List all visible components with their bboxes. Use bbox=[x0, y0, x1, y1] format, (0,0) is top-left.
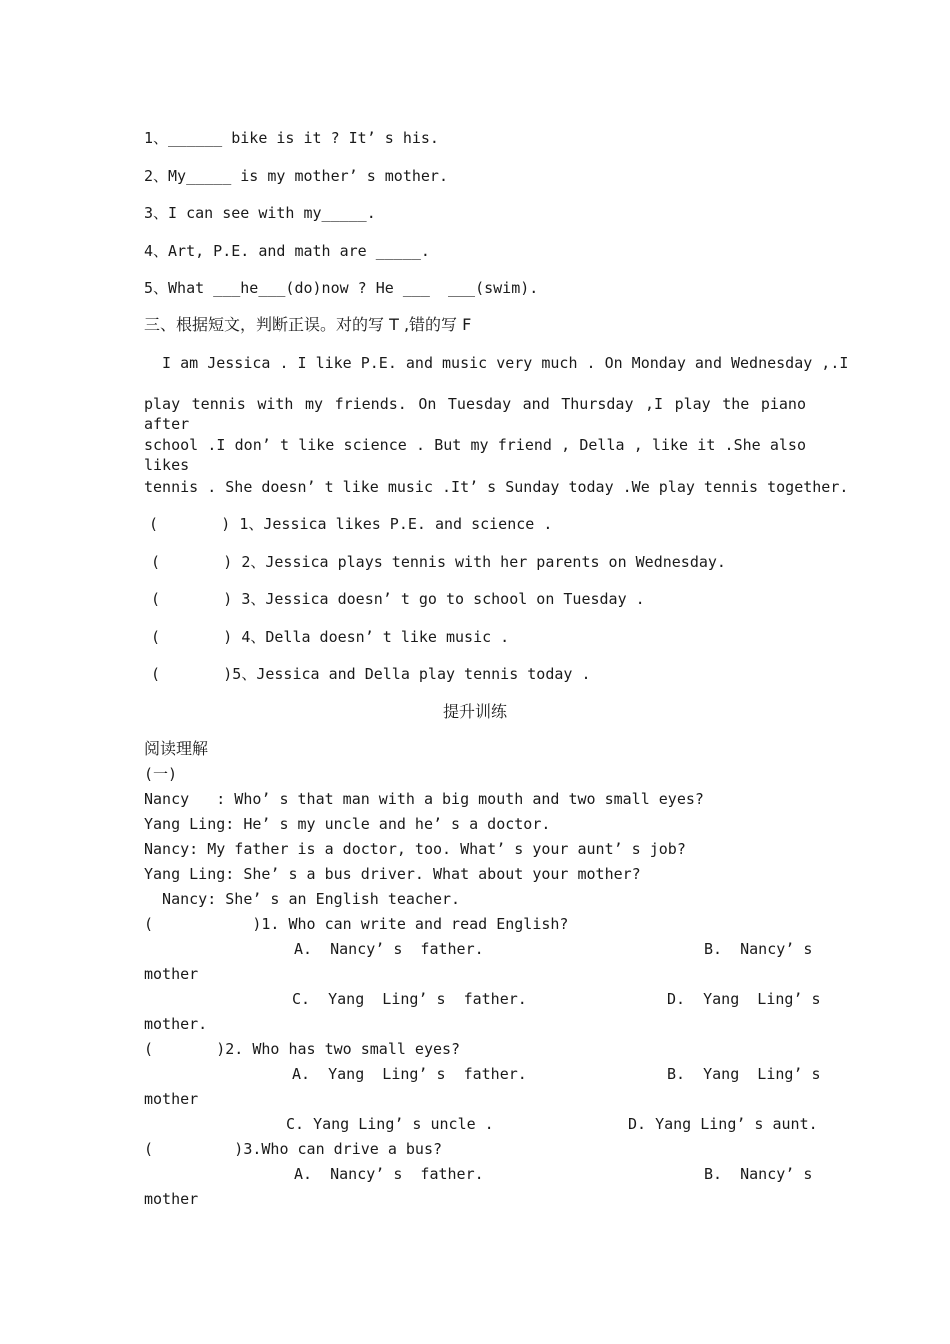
part-one-label: (一) bbox=[144, 765, 178, 783]
question-1-option-a: A. Nancy’ s father. bbox=[294, 940, 484, 958]
question-3-option-a: A. Nancy’ s father. bbox=[294, 1165, 484, 1183]
dialogue-line-4: Yang Ling: She’ s a bus driver. What about your mother? bbox=[144, 865, 641, 883]
tf-item-2: ( ) 2、Jessica plays tennis with her parents on Wednesday. bbox=[142, 553, 726, 571]
question-2-option-a: A. Yang Ling’ s father. bbox=[292, 1065, 527, 1083]
dialogue-line-3: Nancy: My father is a doctor, too. What’ s your aunt’ s job? bbox=[144, 840, 686, 858]
fill-blank-4: 4、Art, P.E. and math are _____. bbox=[144, 242, 430, 260]
question-1-stem: ( )1. Who can write and read English? bbox=[144, 915, 569, 933]
tf-item-1: ( ) 1、Jessica likes P.E. and science . bbox=[140, 515, 553, 533]
question-1-option-b: B. Nancy’ s bbox=[704, 940, 813, 958]
question-2-option-b-cont: mother bbox=[144, 1090, 199, 1108]
dialogue-line-1: Nancy : Who’ s that man with a big mouth and two small eyes? bbox=[144, 790, 704, 808]
question-1-option-d: D. Yang Ling’ s bbox=[667, 990, 821, 1008]
passage-line-4: tennis . She doesn’ t like music .It’ s Sunday today .We play tennis together. bbox=[144, 478, 849, 496]
question-2-option-c: C. Yang Ling’ s uncle . bbox=[286, 1115, 494, 1133]
passage-line-1: I am Jessica . I like P.E. and music very much . On Monday and Wednesday ,.I bbox=[144, 354, 849, 372]
fill-blank-3: 3、I can see with my_____. bbox=[144, 204, 376, 222]
section3-title: 三、根据短文，判断正误。对的写 T ,错的写 F bbox=[144, 315, 472, 334]
question-1-option-d-cont: mother. bbox=[144, 1015, 208, 1033]
question-3-stem: ( )3.Who can drive a bus? bbox=[144, 1140, 443, 1158]
question-1-option-b-cont: mother bbox=[144, 965, 199, 983]
fill-blank-2: 2、My_____ is my mother’ s mother. bbox=[144, 167, 448, 185]
question-3-option-b: B. Nancy’ s bbox=[704, 1165, 813, 1183]
passage-line-3: school .I don’ t like science . But my friend , Della , like it .She also likes bbox=[144, 436, 806, 474]
passage-line-2: play tennis with my friends. On Tuesday and Thursday ,I play the piano after bbox=[144, 395, 806, 433]
tf-item-5: ( )5、Jessica and Della play tennis today . bbox=[142, 665, 591, 683]
tf-item-4: ( ) 4、Della doesn’ t like music . bbox=[142, 628, 510, 646]
question-2-option-b: B. Yang Ling’ s bbox=[667, 1065, 821, 1083]
question-2-stem: ( )2. Who has two small eyes? bbox=[144, 1040, 461, 1058]
fill-blank-1: 1、______ bike is it ? It’ s his. bbox=[144, 129, 439, 147]
question-3-option-b-cont: mother bbox=[144, 1190, 199, 1208]
reading-title: 阅读理解 bbox=[144, 739, 209, 758]
question-1-option-c: C. Yang Ling’ s father. bbox=[292, 990, 527, 1008]
question-2-option-d: D. Yang Ling’ s aunt. bbox=[628, 1115, 818, 1133]
dialogue-line-2: Yang Ling: He’ s my uncle and he’ s a doctor. bbox=[144, 815, 551, 833]
fill-blank-5: 5、What ___he___(do)now ? He ___ ___(swim). bbox=[144, 279, 539, 297]
advanced-title: 提升训练 bbox=[442, 702, 507, 721]
dialogue-line-5: Nancy: She’ s an English teacher. bbox=[144, 890, 461, 908]
tf-item-3: ( ) 3、Jessica doesn’ t go to school on Tuesday . bbox=[142, 590, 645, 608]
